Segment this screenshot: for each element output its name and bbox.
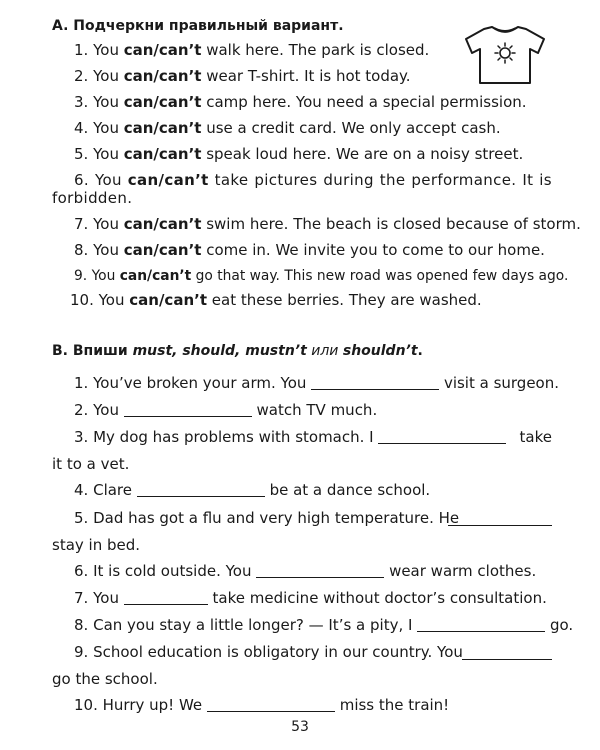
answer-blank[interactable] [256,576,384,578]
list-item: 7. You take medicine without doctor’s consultation. [74,589,547,607]
list-item: 6. You can/can’t take pictures during the performance. It is forbidden. [52,171,552,207]
list-item: 9. You can/can’t go that way. This new road was opened few days ago. [74,268,569,284]
list-item: 6. It is cold outside. You wear warm clothes. [74,562,537,580]
list-item: 3. My dog has problems with stomach. I take [74,428,552,446]
choice-can-cant[interactable]: can/can’t [123,41,202,59]
answer-blank[interactable] [124,415,252,417]
list-item: 5. You can/can’t speak loud here. We are on a noisy street. [74,145,524,163]
list-item-continuation: stay in bed. [52,536,141,554]
list-item: 10. You can/can’t eat these berries. They are washed. [70,291,482,309]
answer-blank[interactable] [417,630,545,632]
list-item: 3. You can/can’t camp here. You need a special permission. [74,93,527,111]
list-item: 1. You’ve broken your arm. You visit a surgeon. [74,374,560,392]
list-item: 5. Dad has got a flu and very high temperature. He [52,509,552,527]
list-item: 10. Hurry up! We miss the train! [74,696,450,714]
list-item-continuation: go the school. [52,670,158,688]
choice-can-cant[interactable]: can/can’t [123,67,202,85]
list-item: 4. Clare be at a dance school. [74,481,431,499]
choice-can-cant[interactable]: can/can’t [129,291,207,309]
list-item: 4. You can/can’t use a credit card. We only accept cash. [74,119,501,137]
answer-blank[interactable] [448,524,552,526]
list-item: 9. School education is obligatory in our country. You [52,643,552,661]
answer-blank[interactable] [462,658,552,660]
choice-can-cant[interactable]: can/can’t [123,241,202,259]
section-b-title: B. Впиши must, should, mustn’t или shouldn’t. [52,343,423,359]
choice-can-cant[interactable]: can/can’t [123,215,202,233]
answer-blank[interactable] [378,442,506,444]
section-a-title: A. Подчеркни правильный вариант. [52,18,344,34]
choice-can-cant[interactable]: can/can’t [119,268,192,284]
list-item: 7. You can/can’t swim here. The beach is closed because of storm. [74,215,581,233]
list-item-continuation: it to a vet. [52,455,130,473]
list-item: 2. You can/can’t wear T-shirt. It is hot today. [74,67,411,85]
choice-can-cant[interactable]: can/can’t [123,93,202,111]
list-item: 1. You can/can’t walk here. The park is closed. [74,41,430,59]
answer-blank[interactable] [137,495,265,497]
page-number: 53 [291,719,309,735]
answer-blank[interactable] [124,603,208,605]
choice-can-cant[interactable]: can/can’t [123,119,202,137]
choice-can-cant[interactable]: can/can’t [123,145,202,163]
list-item: 8. You can/can’t come in. We invite you to come to our home. [74,241,545,259]
answer-blank[interactable] [207,710,335,712]
answer-blank[interactable] [311,388,439,390]
choice-can-cant[interactable]: can/can’t [127,171,209,189]
list-item: 8. Can you stay a little longer? — It’s a pity, I go. [74,616,574,634]
list-item: 2. You watch TV much. [74,401,378,419]
